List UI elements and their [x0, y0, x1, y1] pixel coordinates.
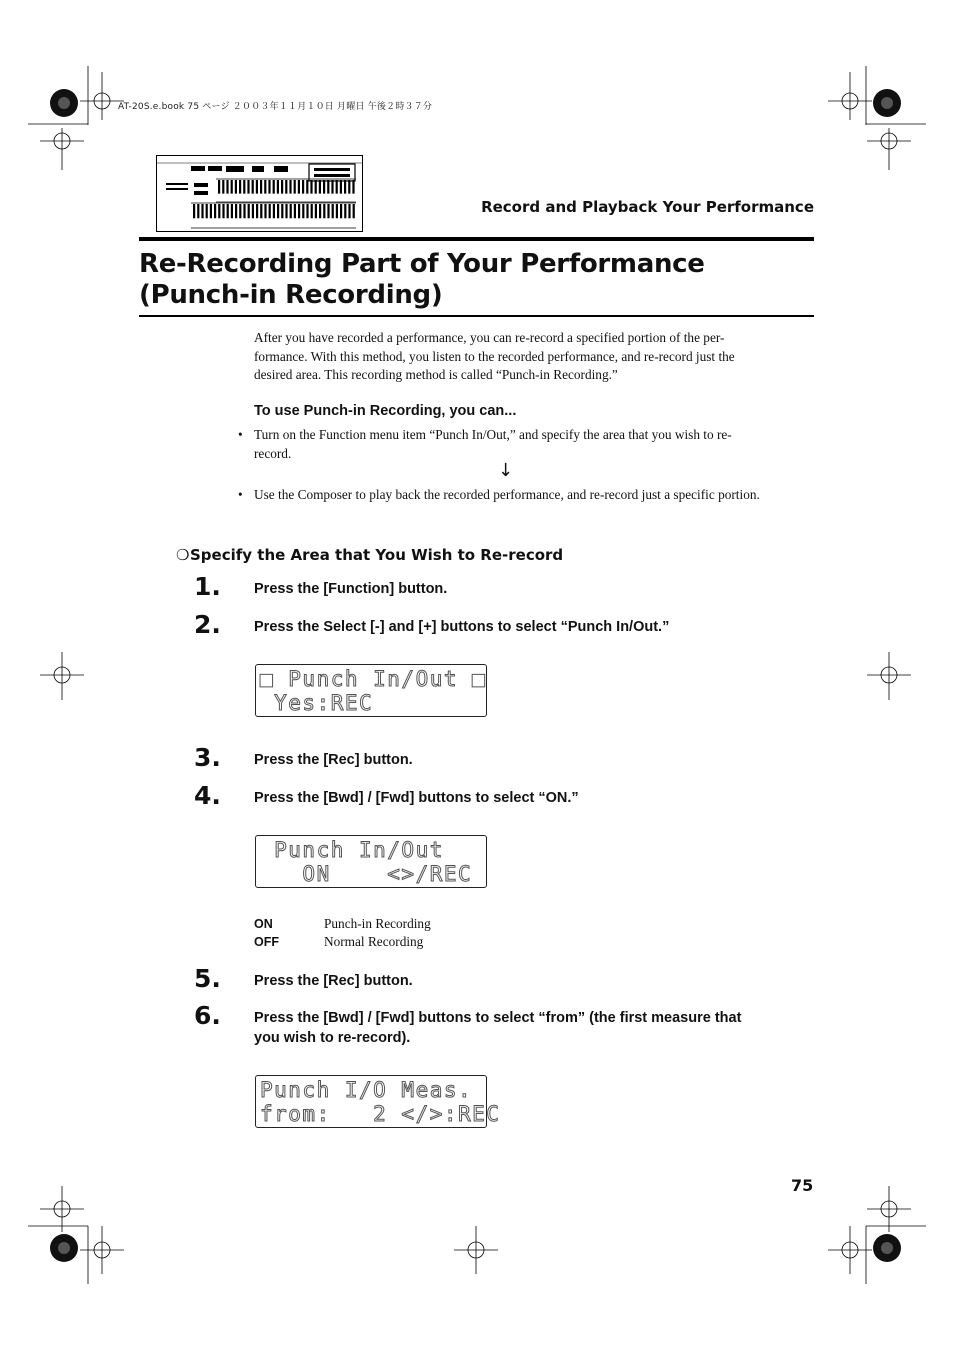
- page-number: 75: [791, 1176, 814, 1195]
- lcd-line-2: ON <>/REC: [260, 862, 473, 886]
- param-value-on: Punch-in Recording: [324, 916, 431, 931]
- step-number: 6.: [194, 1001, 221, 1030]
- lcd-display: [255, 1075, 501, 1128]
- step-number: 2.: [194, 610, 221, 639]
- step-text: Press the Select [-] and [+] buttons to select “Punch In/Out.”: [254, 619, 670, 635]
- step-number: 3.: [194, 743, 221, 772]
- step-number: 1.: [194, 572, 221, 601]
- step-text: Press the [Rec] button.: [254, 973, 413, 989]
- step-text: Press the [Bwd] / [Fwd] buttons to select “from” (the first measure that you wish to re-record).: [254, 1010, 742, 1046]
- usage-bullet-1: [238, 425, 764, 465]
- bullet-text: Turn on the Function menu item “Punch In/Out,” and specify the area that you wish to re-record.: [254, 427, 732, 461]
- bullet-icon: •: [238, 487, 243, 502]
- page-title: Re-Recording Part of Your Performance (Punch-in Recording): [139, 249, 705, 310]
- param-value-off: Normal Recording: [324, 934, 424, 949]
- step-text: Press the [Rec] button.: [254, 752, 413, 768]
- step-text: Press the [Bwd] / [Fwd] buttons to select “ON.”: [254, 790, 579, 806]
- procedure-heading-text: Specify the Area that You Wish to Re-record: [190, 546, 564, 564]
- procedure-heading: [176, 546, 563, 564]
- section-title: Record and Playback Your Performance: [481, 198, 814, 216]
- lcd-display: [255, 835, 487, 888]
- down-arrow-icon: ↓: [498, 460, 514, 481]
- bullet-icon: •: [238, 427, 243, 442]
- lcd-line-1: ■ Punch In/Out ■: [260, 667, 487, 691]
- file-header: AT-20S.e.book 75 ページ ２００３年１１月１０日 月曜日 午後２時３７分: [118, 102, 433, 112]
- title-rule-top: [139, 237, 814, 241]
- step-number: 4.: [194, 781, 221, 810]
- intro-paragraph: After you have recorded a performance, you can re-record a specified portion of the per-formance. With this method, you listen to the recorded performance, and re-record just the desired area. This recording method is called “Punch-in Recording.”: [254, 330, 735, 383]
- lcd-line-2: from: 2 </>:REC: [260, 1102, 501, 1126]
- lcd-line-1: Punch In/Out: [260, 838, 444, 862]
- usage-bullet-2: [238, 485, 764, 525]
- step-number: 5.: [194, 964, 221, 993]
- bullet-text: Use the Composer to play back the recorded performance, and re-record just a specific portion.: [254, 487, 760, 502]
- param-key-off: OFF: [254, 935, 279, 949]
- organ-panel-illustration: [156, 155, 364, 232]
- circle-icon: ❍: [176, 546, 190, 564]
- lcd-line-2: Yes:REC: [260, 691, 374, 715]
- step-text: Press the [Function] button.: [254, 581, 448, 597]
- title-rule-bottom: [139, 315, 814, 317]
- lcd-line-1: Punch I/O Meas.: [260, 1078, 473, 1102]
- lcd-display: [255, 664, 487, 717]
- usage-heading: To use Punch-in Recording, you can...: [254, 403, 517, 419]
- param-key-on: ON: [254, 917, 273, 931]
